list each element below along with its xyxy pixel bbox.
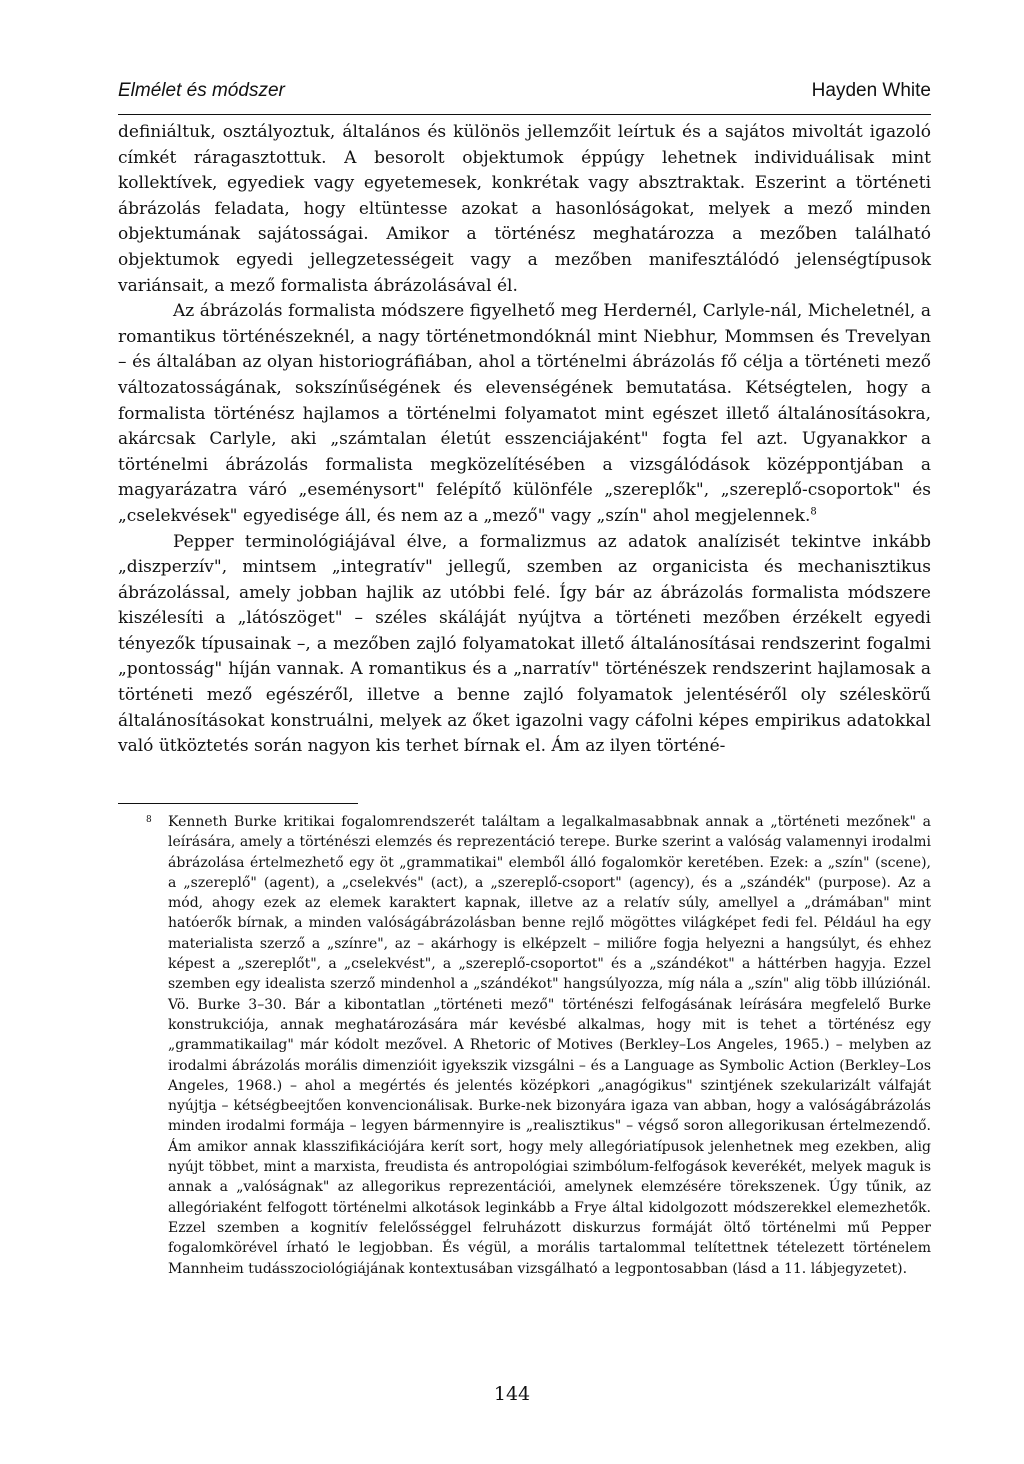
paragraph-1: definiáltuk, osztályoztuk, általános és különös jellemzőit leírtuk és a sajátos mivoltát igazoló címkét ráragasztottuk. A besorolt objektumok éppúgy lehetnek individuálisak mint kollektívek, egyediek vagy egyetemesek, konkrétak vagy absztraktak. Eszerint a történeti ábrázolás feladata, hogy eltüntesse azokat a hasonlóságokat, melyek a mező minden objektumának sajátosságai. Amikor a történész meghatározza a mezőben található objektumok egyedi jellegzetességeit vagy a mezőben manifesztálódó jelenségtípusok variánsait, a mező formalista ábrázolásával él.	[118, 122, 931, 296]
footnote-divider	[118, 803, 358, 804]
header-section-title: Elmélet és módszer	[118, 80, 285, 101]
paragraph-3: Pepper terminológiájával élve, a formalizmus az adatok analízisét tekintve inkább „diszperzív", mintsem „integratív" jellegű, szemben az organicista és mechanisztikus ábrázolással, amely jobban hajlik az utóbbi felé. Így bár az ábrázolás formalista módszere kiszélesíti a „látószöget" – széles skáláját nyújtva a történeti mezőben érzékelt egyedi tényezők típusainak –, a mezőben zajló folyamatokat illető általánosításai rendszerint fogalmi „pontosság" híján vannak. A romantikus és a „narratív" történészek rendszerint hajlamosak a történeti mező egészéről, illetve a benne zajló folyamatok jelentéséről oly széleskörű általánosításokat konstruálni, melyek az őket igazolni vagy cáfolni képes empirikus adatokkal való ütköztetés során nagyon kis terhet bírnak el. Ám az ilyen történé-	[118, 531, 931, 757]
main-text	[118, 120, 931, 760]
header-author: Hayden White	[811, 80, 931, 101]
paragraph-2-text: Az ábrázolás formalista módszere figyelhető meg Herdernél, Carlyle-nál, Micheletnél, a romantikus történészeknél, a nagy történetmondóknál mint Niebhur, Mommsen és Trevelyan – és általában az olyan historiográfiában, ahol a történelmi ábrázolás fő célja a történeti mező változatosságának, sokszínűségének és elevenségének bemutatása. Kétségtelen, hogy a formalista történész hajlamos a történelmi folyamatot mint egészet illető általánosításokra, akárcsak Carlyle, aki „számtalan életút esszenciájaként" fogta fel azt. Ugyanakkor a történelmi ábrázolás formalista megközelítésében a vizsgálódások középpontjában a magyarázatra váró „eseménysort" felépítő különféle „szereplők", „szereplő-csoportok" és „cselekvések" egyedisége áll, és nem az a „mező" vagy „szín" ahol megjelennek.	[118, 301, 931, 526]
page-number: 144	[493, 1383, 531, 1405]
running-header	[118, 80, 931, 115]
footnote-block	[146, 812, 931, 1279]
paragraph-2	[118, 299, 931, 529]
footnote-reference[interactable]: 8	[810, 506, 817, 518]
footnote-text: Kenneth Burke kritikai fogalomrendszerét találtam a legalkalmasabbnak annak a „történeti mezőnek" a leírására, amely a történészi elemzés és reprezentáció terepe. Burke szerint a valóság valamennyi irodalmi ábrázolása értelmezhető egy öt „grammatikai" elemből álló fogalomkör keretében. Ezek: a „szín" (scene), a „szereplő" (agent), a „cselekvés" (act), a „szereplő-csoport" (agency), és a „szándék" (purpose). Az a mód, ahogy ezek az elemek karaktert kapnak, illetve az a relatív súly, amellyel a „drámában" mint hatóerők bírnak, a minden valóságábrázolásban benne rejlő mögöttes világképet fedi fel. Például ha egy materialista szerző a „színre", az – akárhogy is elképzelt – miliőre fogja helyezni a hangsúlyt, és ehhez képest a „szereplőt", a „cselekvést", a „szereplő-csoportot" és a „szándékot" a háttérben hagyja. Ezzel szemben egy idealista szerző mindenhol a „szándékot" hangsúlyozza, míg nála a „szín" alig több illúziónál. Vö. Burke 3–30. Bár a kibontatlan „történeti mező" történészi felfogásának leírására megfelelő Burke konstrukciója, annak meghatározására már kevésbé alkalmas, hogy mit is tehet a történész egy „grammatikailag" már kódolt mezővel. A Rhetoric of Motives (Berkley–Los Angeles, 1965.) – melyben az irodalmi ábrázolás morális dimenzióit igyekszik vizsgálni – és a Language as Symbolic Action (Berkley–Los Angeles, 1968.) – ahol a megértés és jelentés középkori „anagógikus" szintjének szekularizált válfaját nyújtja – kétségbeejtően konvencionálisak. Burke-nek bizonyára igaza van abban, hogy a valóságábrázolás minden irodalmi formája – legyen bármennyire is „realisztikus" – végső soron allegorikusan értelmezendő. Ám amikor annak klasszifikációjára kerít sort, hogy mely allegóriatípusok jelenhetnek meg ezekben, alig nyújt többet, mint a marxista, freudista és antropológiai szimbólum-felfogások keverékét, melyek maguk is annak a „valóságnak" az allegorikus reprezentációi, amelynek elemzésére törekszenek. Úgy tűnik, az allegóriaként felfogott történelmi alkotások leginkább a Frye által kidolgozott módszerekkel elemezhetők. Ezzel szemben a kognitív felelősséggel felruházott diskurzus formáját öltő történelmi mű Pepper fogalomkörével írható le legjobban. És végül, a morális tartalommal telítettnek tételezett történelem Mannheim tudásszociológiájának kontextusában vizsgálható a legpontosabban (lásd a 11. lábjegyzetet).	[168, 814, 931, 1277]
footnote-marker: 8	[146, 815, 152, 825]
